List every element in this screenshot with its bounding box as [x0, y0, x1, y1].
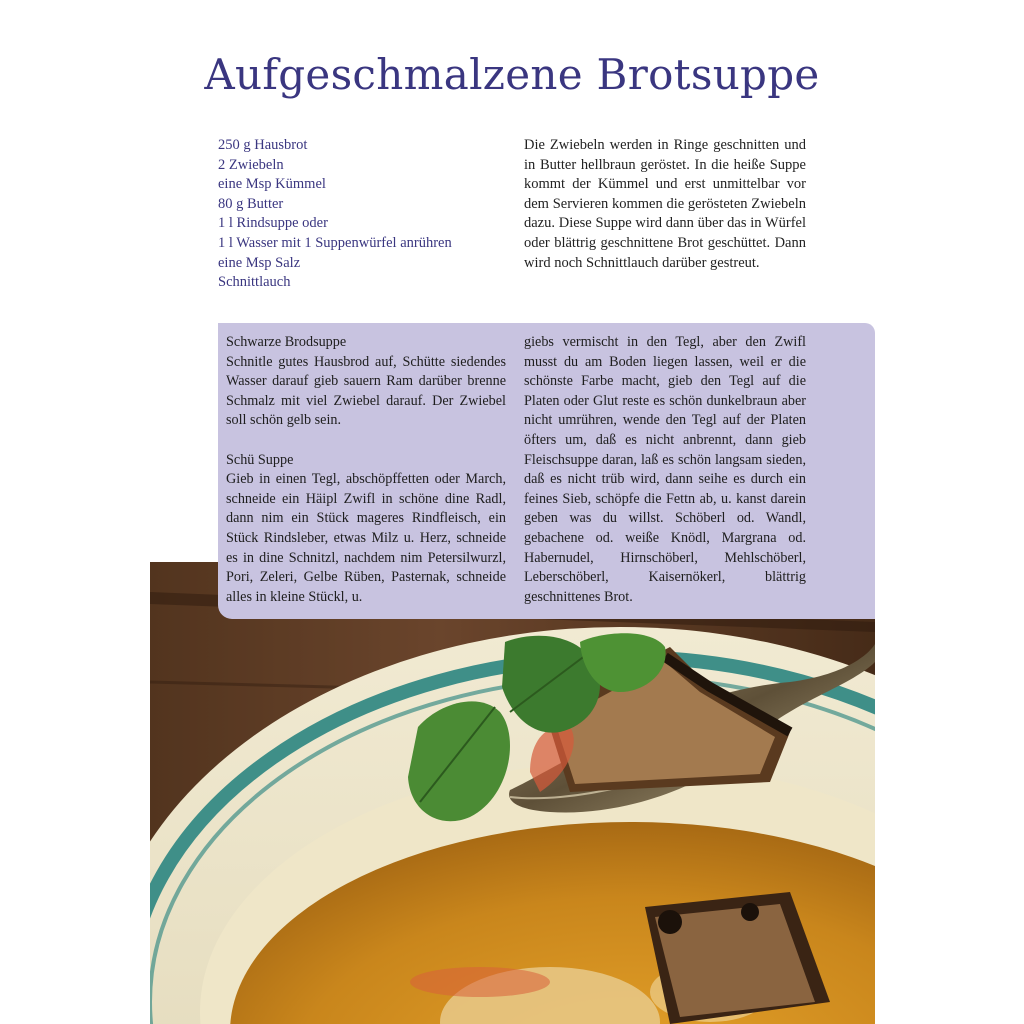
- recipe-title: Aufgeschmalzene Brotsuppe: [204, 50, 820, 99]
- historic-recipe-text: Gieb in einen Tegl, abschöpffetten oder March, schneide ein Häipl Zwifl in schöne dine Radl, dann nim ein Stück mageres Rindfleisch, ein Stück Rindsleber, etwas Milz u. Herz, schneide es in dine Schnitzl, nachdem nim Petersilwurzl, Pori, Zeleri, Gelbe Rüben, Pasternak, schneide alles in kleine Stückl, u.: [226, 471, 506, 605]
- ingredient-item: eine Msp Kümmel: [218, 176, 326, 193]
- historic-recipes-panel: [218, 323, 875, 619]
- ingredient-list: [218, 136, 508, 293]
- ingredient-item: Schnittlauch: [218, 274, 291, 291]
- ingredient-item: 250 g Hausbrot: [218, 137, 308, 153]
- ingredient-item: 1 l Wasser mit 1 Suppenwürfel anrühren: [218, 234, 452, 251]
- ingredient-item: 1 l Rindsuppe oder: [218, 215, 328, 232]
- historic-recipe-title: Schü Suppe: [226, 451, 294, 468]
- method-text: Die Zwiebeln werden in Ringe geschnitten und in Butter hellbraun geröstet. In die heiße Suppe kommt der Kümmel und erst unmittelbar vor dem Servieren kommen die gerösteten Zwiebeln dazu. Diese Suppe wird dann über das in Würfel oder blättrig geschnittene Brot geschüttet. Dann wird noch Schnittlauch darüber gestreut.: [524, 137, 806, 271]
- ingredient-item: 2 Zwiebeln: [218, 156, 284, 173]
- historic-column-right: [524, 333, 806, 607]
- ingredient-item: 80 g Butter: [218, 195, 284, 212]
- soup-photo: [150, 562, 875, 1024]
- spacer: [226, 431, 506, 451]
- historic-recipe-text-continued: giebs vermischt in den Tegl, aber den Zwifl musst du am Boden liegen lassen, weil er die schönste Farbe macht, gieb den Tegl auf die Platen oder Glut reste es schön dunkelbraun aber nicht umrühren, wende den Tegl auf der Platen öfters um, daß es nicht anbrennt, dann gieb Fleischsuppe daran, laß es schön langsam sieden, daß es nicht trüb wird, dann seihe es durch ein feines Sieb, schöpfe die Fettn ab, u. kanst darein geben was du willst. Schöberl od. Wandl, gebachene od. weiße Knödl, Margrana od. Habernudel, Hirnschöberl, Mehlschöberl, Leberschöberl, Kaisernökerl, blättrig geschnittenes Brot.: [524, 334, 806, 605]
- historic-recipe-title: Schwarze Brodsuppe: [226, 334, 347, 350]
- soup-photo-illustration: [150, 562, 875, 1024]
- historic-column-left: [226, 333, 506, 607]
- ingredient-item: eine Msp Salz: [218, 254, 301, 271]
- historic-recipe-text: Schnitle gutes Hausbrod auf, Schütte siedendes Wasser darauf gieb sauern Ram darüber brenne Schmalz mit viel Zwiebel darauf. Der Zwiebel soll schön gelb sein.: [226, 353, 506, 429]
